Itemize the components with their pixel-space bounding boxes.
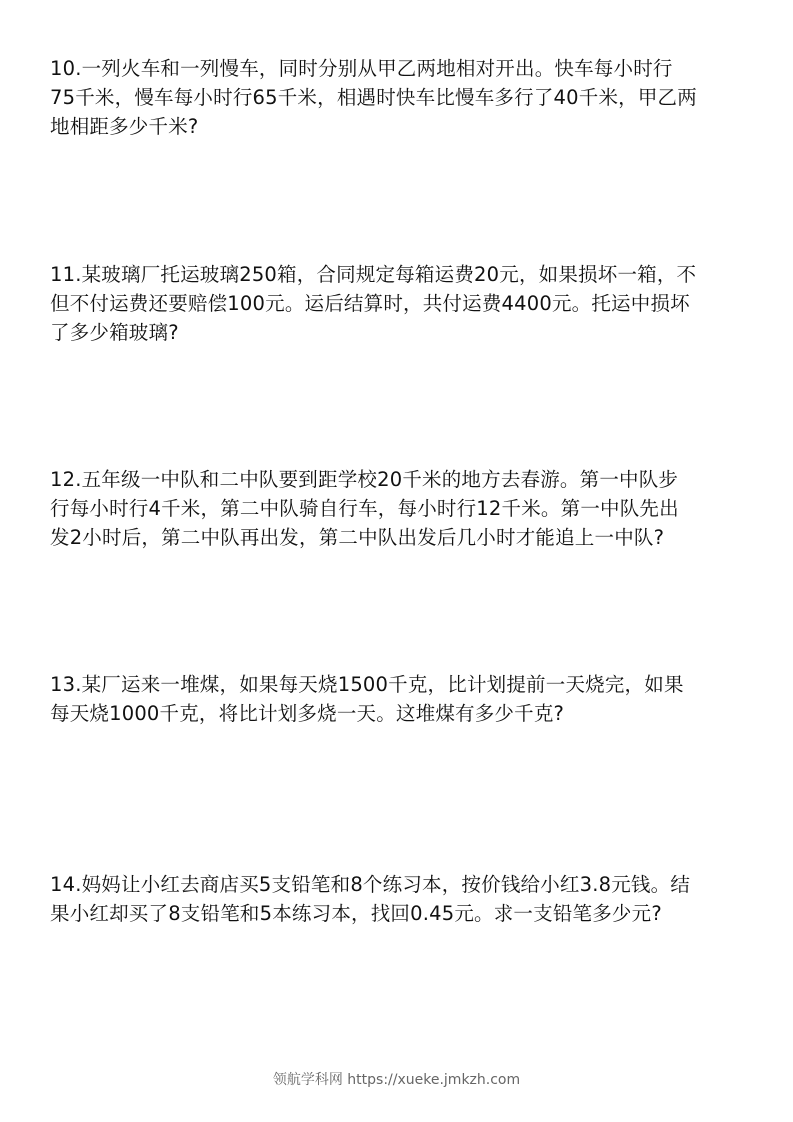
problem-10	[50, 54, 750, 141]
problem-text-line: 75千米，慢车每小时行65千米，相遇时快车比慢车多行了40千米，甲乙两	[50, 86, 697, 109]
problem-11	[50, 260, 750, 347]
problem-text-line: 10.一列火车和一列慢车，同时分别从甲乙两地相对开出。快车每小时行	[50, 57, 673, 80]
problem-text-line: 11.某玻璃厂托运玻璃250箱，合同规定每箱运费20元，如果损坏一箱，不	[50, 263, 697, 286]
problem-12	[50, 465, 750, 552]
problem-text-line: 每天烧1000千克，将比计划多烧一天。这堆煤有多少千克?	[50, 702, 565, 725]
problem-14	[50, 870, 750, 928]
problem-text-line: 行每小时行4千米，第二中队骑自行车，每小时行12千米。第一中队先出	[50, 497, 679, 520]
problem-text-line: 了多少箱玻璃?	[50, 321, 179, 344]
problem-text-line: 14.妈妈让小红去商店买5支铅笔和8个练习本，按价钱给小红3.8元钱。结	[50, 873, 691, 896]
problem-text-line: 地相距多少千米?	[50, 115, 199, 138]
problem-text-line: 但不付运费还要赔偿100元。运后结算时，共付运费4400元。托运中损坏	[50, 292, 690, 315]
problem-text-line: 13.某厂运来一堆煤，如果每天烧1500千克，比计划提前一天烧完，如果	[50, 673, 684, 696]
problem-text-line: 发2小时后，第二中队再出发，第二中队出发后几小时才能追上一中队?	[50, 526, 665, 549]
problem-13	[50, 670, 750, 728]
page-footer: 领航学科网 https://xueke.jmkzh.com	[272, 1072, 521, 1088]
problem-text-line: 12.五年级一中队和二中队要到距学校20千米的地方去春游。第一中队步	[50, 468, 679, 491]
problem-text-line: 果小红却买了8支铅笔和5本练习本，找回0.45元。求一支铅笔多少元?	[50, 902, 662, 925]
